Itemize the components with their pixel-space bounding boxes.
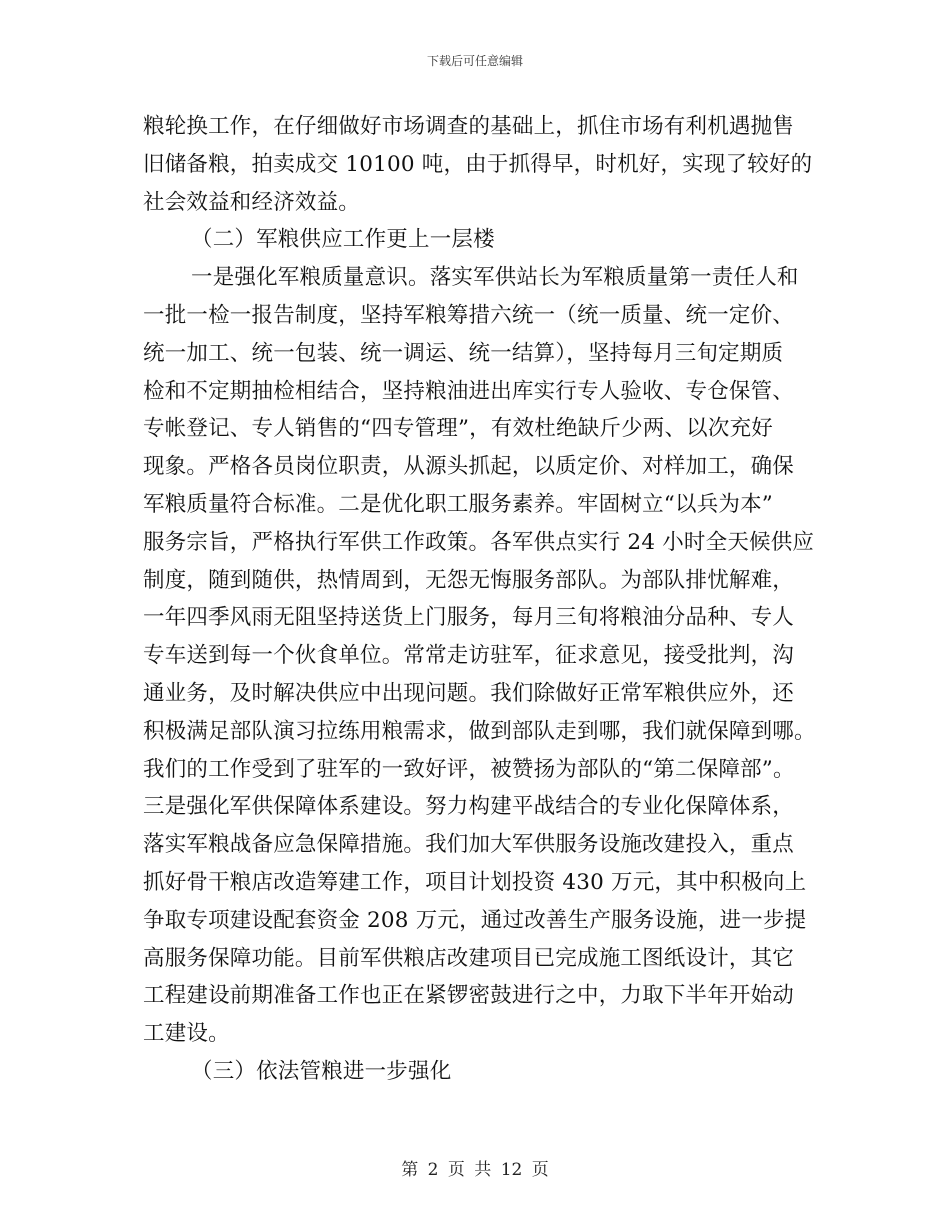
paragraph-line: 专帐登记、专人销售的“四专管理”，有效杜绝缺斤少两、以次充好 <box>143 416 773 442</box>
paragraph-line: 工建设。 <box>143 1021 230 1047</box>
paragraph-line: 高服务保障功能。目前军供粮店改建项目已完成施工图纸设计，其它 <box>143 945 795 971</box>
page-header: 下载后可任意编辑 <box>426 54 523 68</box>
section-heading: （二）军粮供应工作更上一层楼 <box>191 227 495 253</box>
document-body <box>143 108 816 1091</box>
paragraph-line: 争取专项建设配套资金 208 万元，通过改善生产服务设施，进一步提 <box>143 907 807 933</box>
paragraph-line: 服务宗旨，严格执行军供工作政策。各军供点实行 24 小时全天候供应 <box>143 529 815 555</box>
paragraph-line: 专车送到每一个伙食单位。常常走访驻军，征求意见，接受批判，沟 <box>143 643 795 669</box>
paragraph-line: 一是强化军粮质量意识。落实军供站长为军粮质量第一责任人和 <box>191 265 799 291</box>
paragraph-line: 落实军粮战备应急保障措施。我们加大军供服务设施改建投入，重点 <box>143 832 795 858</box>
paragraph-line: 检和不定期抽检相结合，坚持粮油进出库实行专人验收、专仓保管、 <box>143 378 795 404</box>
paragraph-line: 统一加工、统一包装、统一调运、统一结算），坚持每月三旬定期质 <box>143 340 784 366</box>
paragraph-line: 现象。严格各员岗位职责，从源头抓起，以质定价、对样加工，确保 <box>143 454 795 480</box>
paragraph-line: 积极满足部队演习拉练用粮需求，做到部队走到哪，我们就保障到哪。 <box>143 718 816 744</box>
paragraph-line: 粮轮换工作，在仔细做好市场调查的基础上，抓住市场有利机遇抛售 <box>143 114 795 139</box>
paragraph-line: 旧储备粮，拍卖成交 10100 吨，由于抓得早，时机好，实现了较好的 <box>143 151 813 177</box>
paragraph-line: 军粮质量符合标准。二是优化职工服务素养。牢固树立“以兵为本” <box>143 491 773 517</box>
paragraph-line: 制度，随到随供，热情周到，无怨无悔服务部队。为部队排忧解难， <box>143 567 795 593</box>
paragraph-line: 通业务，及时解决供应中出现问题。我们除做好正常军粮供应外，还 <box>143 680 795 706</box>
paragraph-line: 三是强化军供保障体系建设。努力构建平战结合的专业化保障体系， <box>143 794 795 820</box>
paragraph-line: 抓好骨干粮店改造筹建工作，项目计划投资 430 万元，其中积极向上 <box>143 869 807 895</box>
section-heading: （三）依法管粮进一步强化 <box>191 1058 452 1084</box>
page-number: 第 2 页 共 12 页 <box>401 1160 549 1180</box>
paragraph-line: 社会效益和经济效益。 <box>143 189 361 215</box>
paragraph-line: 我们的工作受到了驻军的一致好评，被赞扬为部队的“第二保障部”。 <box>143 756 795 782</box>
paragraph-line: 工程建设前期准备工作也正在紧锣密鼓进行之中，力取下半年开始动 <box>143 983 795 1009</box>
paragraph-line: 一批一检一报告制度，坚持军粮筹措六统一（统一质量、统一定价、 <box>143 302 795 328</box>
paragraph-line: 一年四季风雨无阻坚持送货上门服务，每月三旬将粮油分品种、专人 <box>143 605 795 631</box>
